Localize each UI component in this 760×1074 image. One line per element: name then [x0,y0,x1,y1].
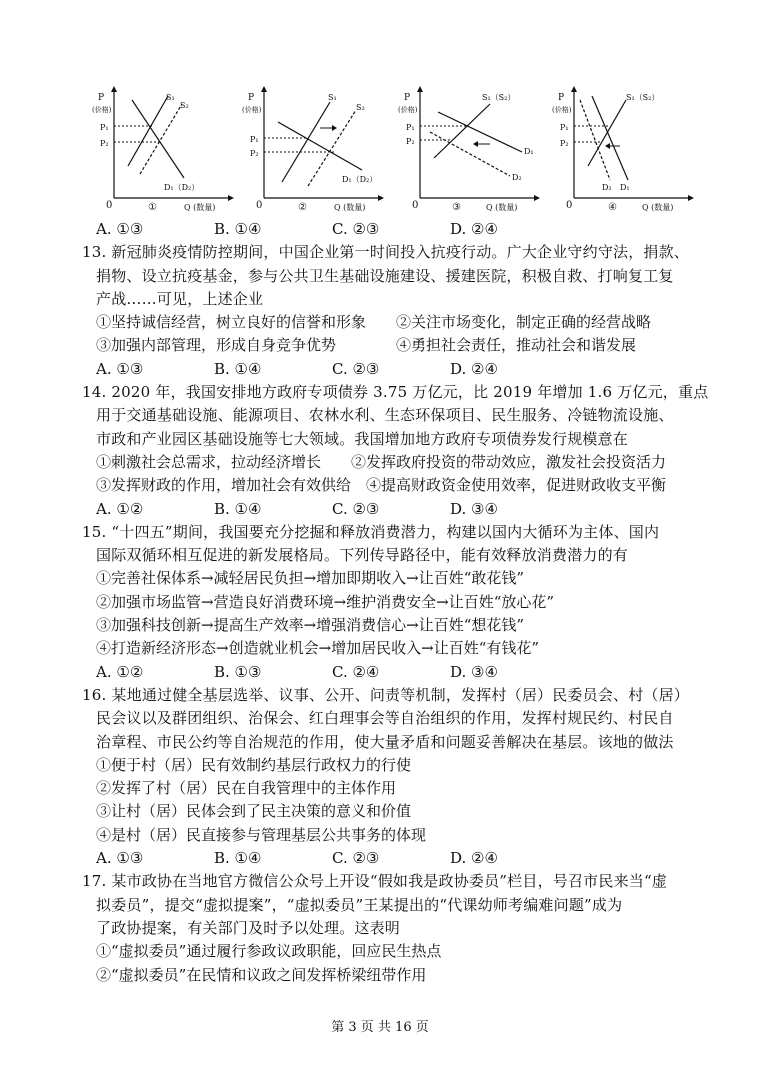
q13-item-line: ③加强内部管理，形成自身竞争优势 ④勇担社会责任，推动社会和谐发展 [96,336,637,355]
q16-option-b[interactable]: B. ①④ [214,849,262,868]
q-label: Q (数量) [334,203,366,212]
q16-stem-line: 民会议以及群团组织、治保会、红白理事会等自治组织的作用，发挥村规民约、村民自 [96,709,674,728]
q-label: Q (数量) [486,203,518,212]
d2-line [430,132,510,176]
q14-option-b[interactable]: B. ①④ [214,499,262,518]
q12-options [82,218,682,241]
d1-line [438,112,522,152]
p2-label: P₂ [560,139,569,148]
q16-stem-line: 治章程、市民公约等自治规范的作用，使大量矛盾和问题妥善解决在基层。该地的做法 [96,732,674,751]
origin-label: 0 [412,200,419,211]
graph-1-svg [88,86,238,216]
q15-item-line: ③加强科技创新→提高生产效率→增强消费信心→让百姓“想花钱” [96,616,525,635]
q13-option-d[interactable]: D. ②④ [450,359,498,378]
q17-item-line: ①“虚拟委员”通过履行参政议政职能，回应民生热点 [96,942,442,961]
demand-line [278,122,362,170]
origin-label: 0 [256,200,263,211]
demand-line [132,100,184,178]
d-label: D₁（D₂） [164,183,200,192]
d1-line [592,96,628,180]
page-footer: 第 3 页 共 16 页 [331,1020,429,1035]
q12-option-d[interactable]: D. ②④ [450,220,498,238]
graph-3 [394,86,544,216]
q16-options [82,847,682,870]
p-label: P [248,93,255,103]
q16-item-line: ④是村（居）民直接参与管理基层公共事务的体现 [96,825,427,844]
q16-stem-line: 16. 某地通过健全基层选举、议事、公开、问责等机制，发挥村（居）民委员会、村（居） [82,685,690,704]
q-label: Q (数量) [184,203,216,212]
graph-number: ③ [452,202,461,213]
q14-item-line: ③发挥财政的作用，增加社会有效供给 ④提高财政资金使用效率，促进财政收支平衡 [96,476,667,495]
p1-label: P₁ [560,123,569,132]
q13-option-c[interactable]: C. ②③ [332,359,380,378]
q17-stem-line: 了政协提案，有关部门及时予以处理。这表明 [96,918,401,937]
q13-option-b[interactable]: B. ①④ [214,359,262,378]
p2-label: P₂ [406,137,415,146]
q16-item-line: ②发挥了村（居）民在自我管理中的主体作用 [96,779,397,798]
y-arrow [261,86,267,92]
graph-number: ① [148,202,157,213]
s1-line [128,96,168,166]
graph-number: ② [298,202,307,213]
q16-option-c[interactable]: C. ②③ [332,849,380,868]
y-arrow [417,86,423,92]
q14-option-c[interactable]: C. ②③ [332,499,380,518]
y-arrow [571,86,577,92]
graph-2-svg [238,86,388,216]
q13-item-line: ①坚持诚信经营，树立良好的信誉和形象 ②关注市场变化，制定正确的经营战略 [96,313,652,332]
s2-label: S₂ [356,103,365,112]
x-arrow [228,195,234,201]
q13-options [82,358,682,381]
q16-option-a[interactable]: A. ①③ [96,849,144,868]
p-sub-label: (价格) [552,106,572,114]
s1-label: S₁ [166,93,175,102]
q16-option-d[interactable]: D. ②④ [450,849,498,868]
supply-line [588,100,626,166]
p-label: P [404,93,411,103]
q15-options [82,661,682,684]
p1-label: P₁ [250,135,259,144]
q13-stem-line: 产战……可见，上述企业 [96,289,264,308]
graph-2 [238,86,388,216]
shift-arrowhead [605,143,610,149]
x-arrow [688,195,694,201]
q-label: Q (数量) [642,203,674,212]
q15-option-b[interactable]: B. ①③ [214,662,262,681]
q13-stem-line: 13. 新冠肺炎疫情防控期间，中国企业第一时间投入抗疫行动。广大企业守约守法，捐款、 [82,243,690,262]
p2-label: P₂ [100,139,109,148]
q15-option-d[interactable]: D. ③④ [450,662,498,681]
graph-4 [548,86,698,216]
d1-label: D₁ [620,183,630,192]
q15-item-line: ①完善社保体系→减轻居民负担→增加即期收入→让百姓“敢花钱” [96,569,525,588]
q14-option-a[interactable]: A. ①② [96,499,144,518]
graph-1 [88,86,238,216]
d2-label: D₂ [512,173,522,182]
q12-option-b[interactable]: B. ①④ [214,220,262,238]
q14-stem-line: 用于交通基础设施、能源项目、农林水利、生态环保项目、民生服务、冷链物流设施、 [96,406,674,425]
q14-options [82,498,682,521]
y-arrow [111,86,117,92]
p-label: P [98,93,105,103]
q15-option-a[interactable]: A. ①② [96,662,144,681]
p1-label: P₁ [100,123,109,132]
shift-arrowhead [332,125,337,131]
s-label: S₁（S₂） [482,93,516,102]
s1-line [282,102,330,182]
shift-arrowhead [473,141,478,147]
q12-option-c[interactable]: C. ②③ [332,220,380,238]
q14-item-line: ①刺激社会总需求，拉动经济增长 ②发挥政府投资的带动效应，激发社会投资活力 [96,452,667,471]
q13-option-a[interactable]: A. ①③ [96,359,144,378]
s1-label: S₁ [328,93,337,102]
origin-label: 0 [106,200,113,211]
d2-label: D₂ [602,183,612,192]
s-label: S₁（S₂） [626,93,660,102]
s2-line [140,104,182,174]
graph-3-svg [394,86,544,216]
s2-label: S₂ [180,101,189,110]
x-arrow [378,195,384,201]
p-sub-label: (价格) [398,106,418,114]
q14-option-d[interactable]: D. ③④ [450,499,498,518]
p1-label: P₁ [406,123,415,132]
q15-stem-line: 15. “十四五”期间，我国要充分挖掘和释放消费潜力，构建以国内大循环为主体、国内 [82,522,660,541]
q14-stem-line: 市政和产业园区基础设施等七大领域。我国增加地方政府专项债券发行规模意在 [96,429,629,448]
d-label: D₁（D₂） [342,175,378,184]
p-label: P [558,93,565,103]
d1-label: D₁ [524,147,534,156]
q15-option-c[interactable]: C. ②④ [332,662,380,681]
graph-number: ④ [608,202,617,213]
p-sub-label: (价格) [92,106,112,114]
d2-line [580,100,610,180]
x-arrow [534,195,540,201]
q15-item-line: ④打造新经济形态→创造就业机会→增加居民收入→让百姓“有钱花” [96,639,540,658]
q12-option-a[interactable]: A. ①③ [96,220,144,238]
q15-item-line: ②加强市场监管→营造良好消费环境→维护消费安全→让百姓“放心花” [96,592,555,611]
q17-stem-line: 拟委员”，提交“虚拟提案”，“虚拟委员”王某提出的“代课幼师考编难问题”成为 [96,895,623,914]
q13-stem-line: 捐物、设立抗疫基金，参与公共卫生基础设施建设、援建医院，积极自救、打响复工复 [96,266,674,285]
q15-stem-line: 国际双循环相互促进的新发展格局。下列传导路径中，能有效释放消费潜力的有 [96,546,629,565]
supply-demand-graphs [88,86,708,216]
q17-stem-line: 17. 某市政协在当地官方微信公众号上开设“假如我是政协委员”栏目，号召市民来当“虚 [82,872,668,891]
q16-item-line: ③让村（居）民体会到了民主决策的意义和价值 [96,802,412,821]
graph-4-svg [548,86,698,216]
p-sub-label: (价格) [242,106,262,114]
question-content [82,218,709,987]
q16-item-line: ①便于村（居）民有效制约基层行政权力的行使 [96,755,412,774]
origin-label: 0 [566,200,573,211]
q14-stem-line: 14. 2020 年，我国安排地方政府专项债券 3.75 万亿元，比 2019 年增加 1.6 万亿元，重点 [82,383,709,402]
p2-label: P₂ [250,149,259,158]
q17-item-line: ②“虚拟委员”在民情和议政之间发挥桥梁纽带作用 [96,965,427,984]
